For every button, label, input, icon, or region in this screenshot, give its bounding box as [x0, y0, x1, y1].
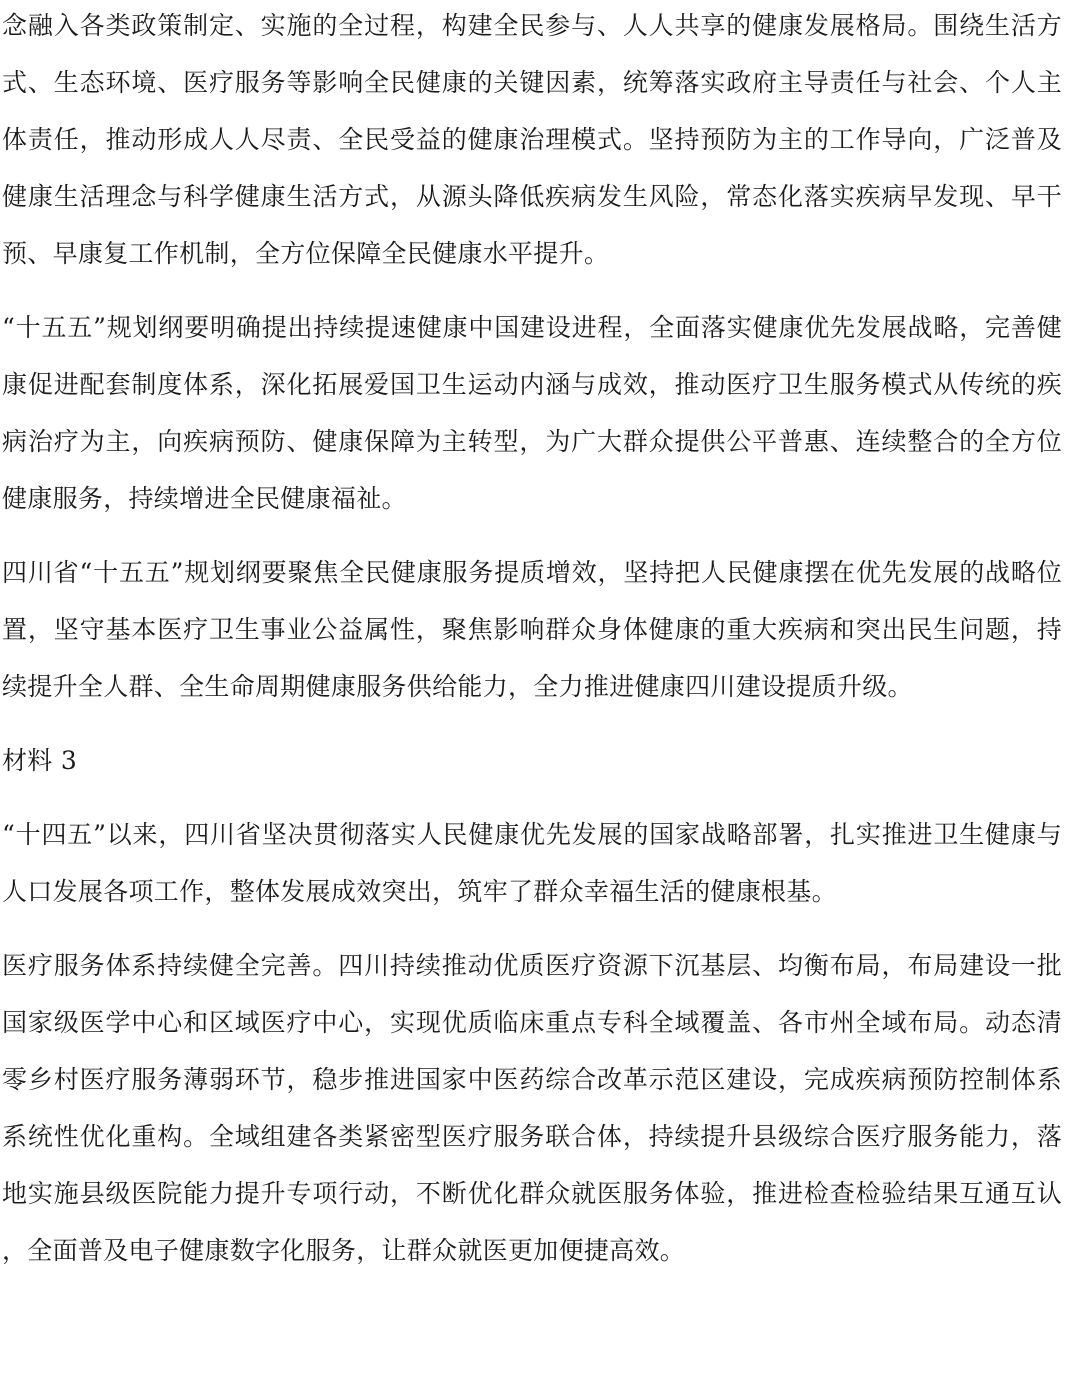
material-heading: 材料 3: [2, 746, 78, 775]
paragraph-medical-service-system: 医疗服务体系持续健全完善。四川持续推动优质医疗资源下沉基层、均衡布局，布局建设一批国家级医学中心和区域医疗中心，实现优质临床重点专科全域覆盖、各市州全域布局。动态清零乡村医疗服务薄弱环节，稳步推进国家中医药综合改革示范区建设，完成疾病预防控制体系系统性优化重构。全域组建各类紧密型医疗服务联合体，持续提升县级综合医疗服务能力，落地实施县级医院能力提升专项行动，不断优化群众就医服务体验，推进检查检验结果互通互认，全面普及电子健康数字化服务，让群众就医更加便捷高效。: [2, 951, 1062, 1265]
paragraph-fourteenth-five-year: “十四五”以来，四川省坚决贯彻落实人民健康优先发展的国家战略部署，扎实推进卫生健康与人口发展各项工作，整体发展成效突出，筑牢了群众幸福生活的健康根基。: [2, 820, 1062, 906]
paragraph-national-plan: “十五五”规划纲要明确提出持续提速健康中国建设进程，全面落实健康优先发展战略，完善健康促进配套制度体系，深化拓展爱国卫生运动内涵与成效，推动医疗卫生服务模式从传统的疾病治疗为主，向疾病预防、健康保障为主转型，为广大群众提供公平普惠、连续整合的全方位健康服务，持续增进全民健康福祉。: [2, 313, 1062, 513]
paragraph-health-governance: 念融入各类政策制定、实施的全过程，构建全民参与、人人共享的健康发展格局。围绕生活方式、生态环境、医疗服务等影响全民健康的关键因素，统筹落实政府主导责任与社会、个人主体责任，推动形成人人尽责、全民受益的健康治理模式。坚持预防为主的工作导向，广泛普及健康生活理念与科学健康生活方式，从源头降低疾病发生风险，常态化落实疾病早发现、早干预、早康复工作机制，全方位保障全民健康水平提升。: [2, 11, 1062, 268]
paragraph-sichuan-plan: 四川省“十五五”规划纲要聚焦全民健康服务提质增效，坚持把人民健康摆在优先发展的战略位置，坚守基本医疗卫生事业公益属性，聚焦影响群众身体健康的重大疾病和突出民生问题，持续提升全人群、全生命周期健康服务供给能力，全力推进健康四川建设提质升级。: [2, 558, 1062, 701]
